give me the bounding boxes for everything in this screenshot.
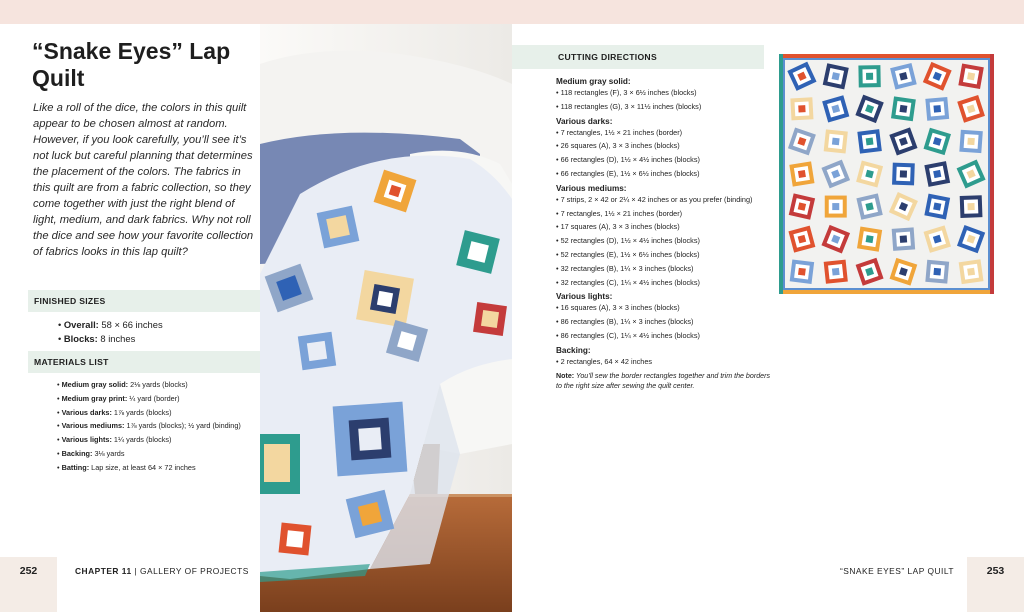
top-band	[0, 0, 1024, 24]
list-item: • 32 rectangles (C), 1¼ × 4½ inches (blocks)	[556, 278, 771, 288]
list-item	[57, 408, 257, 419]
cutting-directions	[556, 76, 771, 391]
quilt-block	[825, 196, 847, 218]
item-label: Medium gray print:	[61, 393, 128, 403]
item-value: 58 × 66 inches	[98, 319, 163, 330]
cutting-directions-heading: CUTTING DIRECTIONS	[512, 45, 764, 69]
list-item: • 26 squares (A), 3 × 3 inches (blocks)	[556, 141, 771, 151]
list-item: • 118 rectangles (G), 3 × 11½ inches (blocks)	[556, 102, 771, 112]
list-item: • 52 rectangles (E), 1½ × 6½ inches (blocks)	[556, 250, 771, 260]
list-item	[58, 332, 163, 346]
item-label: Overall:	[63, 319, 99, 330]
item-value: 1⅞ yards (blocks); ½ yard (binding)	[124, 421, 241, 431]
running-head-right: “SNAKE EYES” LAP QUILT	[839, 566, 954, 576]
quilt-block	[960, 195, 983, 218]
item-label: Various lights:	[61, 435, 112, 445]
list-item	[57, 380, 257, 391]
item-value: Lap size, at least 64 × 72 inches	[89, 462, 196, 472]
note	[556, 371, 771, 392]
left-footer	[0, 557, 260, 612]
group-title: Backing:	[556, 345, 591, 355]
group-title: Various mediums:	[556, 183, 627, 193]
quilt-block	[892, 227, 915, 250]
cutting-group	[556, 291, 771, 341]
item-value: 2⅛ yards (blocks)	[128, 380, 188, 389]
finished-sizes-list	[58, 318, 163, 345]
note-text: You’ll sew the border rectangles together and trim the borders to the right size after sewing the quilt center.	[556, 371, 770, 390]
list-item	[57, 463, 257, 474]
list-item: • 66 rectangles (E), 1½ × 6½ inches (blocks)	[556, 169, 771, 179]
list-item: • 16 squares (A), 3 × 3 inches (blocks)	[556, 303, 771, 313]
quilt-block	[924, 194, 950, 220]
finished-sizes-heading: FINISHED SIZES	[28, 290, 260, 312]
running-head-left	[75, 557, 249, 585]
list-item: • 7 rectangles, 1½ × 21 inches (border)	[556, 128, 771, 138]
list-item: • 7 rectangles, 1½ × 21 inches (border)	[556, 209, 771, 219]
list-item: • 7 strips, 2 × 42 or 2¼ × 42 inches or as you prefer (binding)	[556, 195, 771, 205]
item-label: Batting:	[61, 462, 90, 472]
quilt-block	[959, 259, 984, 284]
quilt-block	[857, 129, 882, 154]
group-title: Medium gray solid:	[556, 77, 631, 86]
list-item: • 66 rectangles (D), 1½ × 4½ inches (blocks)	[556, 155, 771, 165]
separator: |	[131, 566, 141, 576]
quilt-block	[789, 161, 814, 186]
intro-paragraph: Like a roll of the dice, the colors in this quilt appear to be chosen almost at random. However, if you look carefully, you’ll see it’s not luck but careful planning that determines the placement of the colors. The fabrics in this quilt are from a fabric collection, so they come together with just the right blend of light, medium, and dark fabrics. Why not roll the dice and see how your favorite collection of fabrics looks in this lap quilt?	[33, 102, 254, 258]
list-item: • 118 rectangles (F), 3 × 6½ inches (blocks)	[556, 88, 771, 98]
page-number: 252	[0, 557, 57, 612]
quilt-block	[823, 63, 849, 89]
list-item	[58, 318, 163, 332]
item-value: 8 inches	[97, 332, 136, 344]
materials-list	[57, 380, 257, 476]
list-item: • 17 squares (A), 3 × 3 inches (blocks)	[556, 222, 771, 232]
right-page	[512, 24, 1024, 612]
cutting-group	[556, 76, 771, 112]
quilt-block	[858, 65, 880, 87]
item-label: Various darks:	[61, 407, 112, 417]
quilt-block	[790, 259, 815, 284]
list-item: • 52 rectangles (D), 1½ × 4½ inches (blocks)	[556, 236, 771, 246]
item-label: Medium gray solid:	[61, 380, 129, 389]
left-page	[0, 24, 260, 612]
list-item: • 86 rectangles (C), 1¼ × 4½ inches (blocks)	[556, 331, 771, 341]
chapter-label: CHAPTER 11	[75, 566, 132, 576]
list-item: • 32 rectangles (B), 1¼ × 3 inches (blocks)	[556, 264, 771, 274]
group-title: Various darks:	[556, 116, 613, 126]
group-title: Various lights:	[556, 292, 613, 302]
list-item: • 86 rectangles (B), 1¼ × 3 inches (blocks)	[556, 317, 771, 327]
list-item	[57, 449, 257, 460]
page-title: “Snake Eyes” Lap Quilt	[32, 38, 231, 91]
quilt-photo	[260, 24, 512, 612]
item-value: 1⅞ yards (blocks)	[111, 407, 172, 417]
item-value: 3⅛ yards	[92, 448, 125, 458]
quilt-block	[857, 227, 882, 252]
cutting-group	[556, 345, 771, 367]
cutting-group	[556, 183, 771, 288]
section-label: GALLERY OF PROJECTS	[140, 566, 249, 576]
item-label: Backing:	[61, 448, 93, 458]
quilt-block	[959, 130, 982, 153]
item-value: 1¼ yards (blocks)	[111, 435, 172, 445]
list-item: • 2 rectangles, 64 × 42 inches	[556, 357, 771, 367]
quilt-block	[790, 97, 813, 120]
quilt-block	[891, 96, 916, 121]
page-number: 253	[967, 557, 1024, 612]
quilt-block	[925, 97, 949, 121]
quilt-block	[925, 260, 949, 284]
quilt-block	[824, 129, 848, 153]
finished-quilt-illustration	[779, 54, 994, 294]
note-label: Note:	[556, 371, 575, 380]
item-value: ¼ yard (border)	[127, 393, 180, 403]
quilt-block	[824, 260, 848, 284]
list-item	[57, 421, 257, 432]
quilt-block	[924, 161, 950, 187]
list-item	[57, 435, 257, 446]
cutting-group	[556, 116, 771, 179]
item-label: Various mediums:	[61, 421, 125, 431]
quilt-block	[892, 163, 915, 186]
item-label: Blocks:	[63, 332, 98, 344]
materials-list-heading: MATERIALS LIST	[28, 351, 260, 373]
quilt-block	[958, 64, 983, 89]
right-footer	[512, 557, 1024, 612]
list-item	[57, 394, 257, 405]
quilt-photo-illustration	[260, 24, 512, 612]
